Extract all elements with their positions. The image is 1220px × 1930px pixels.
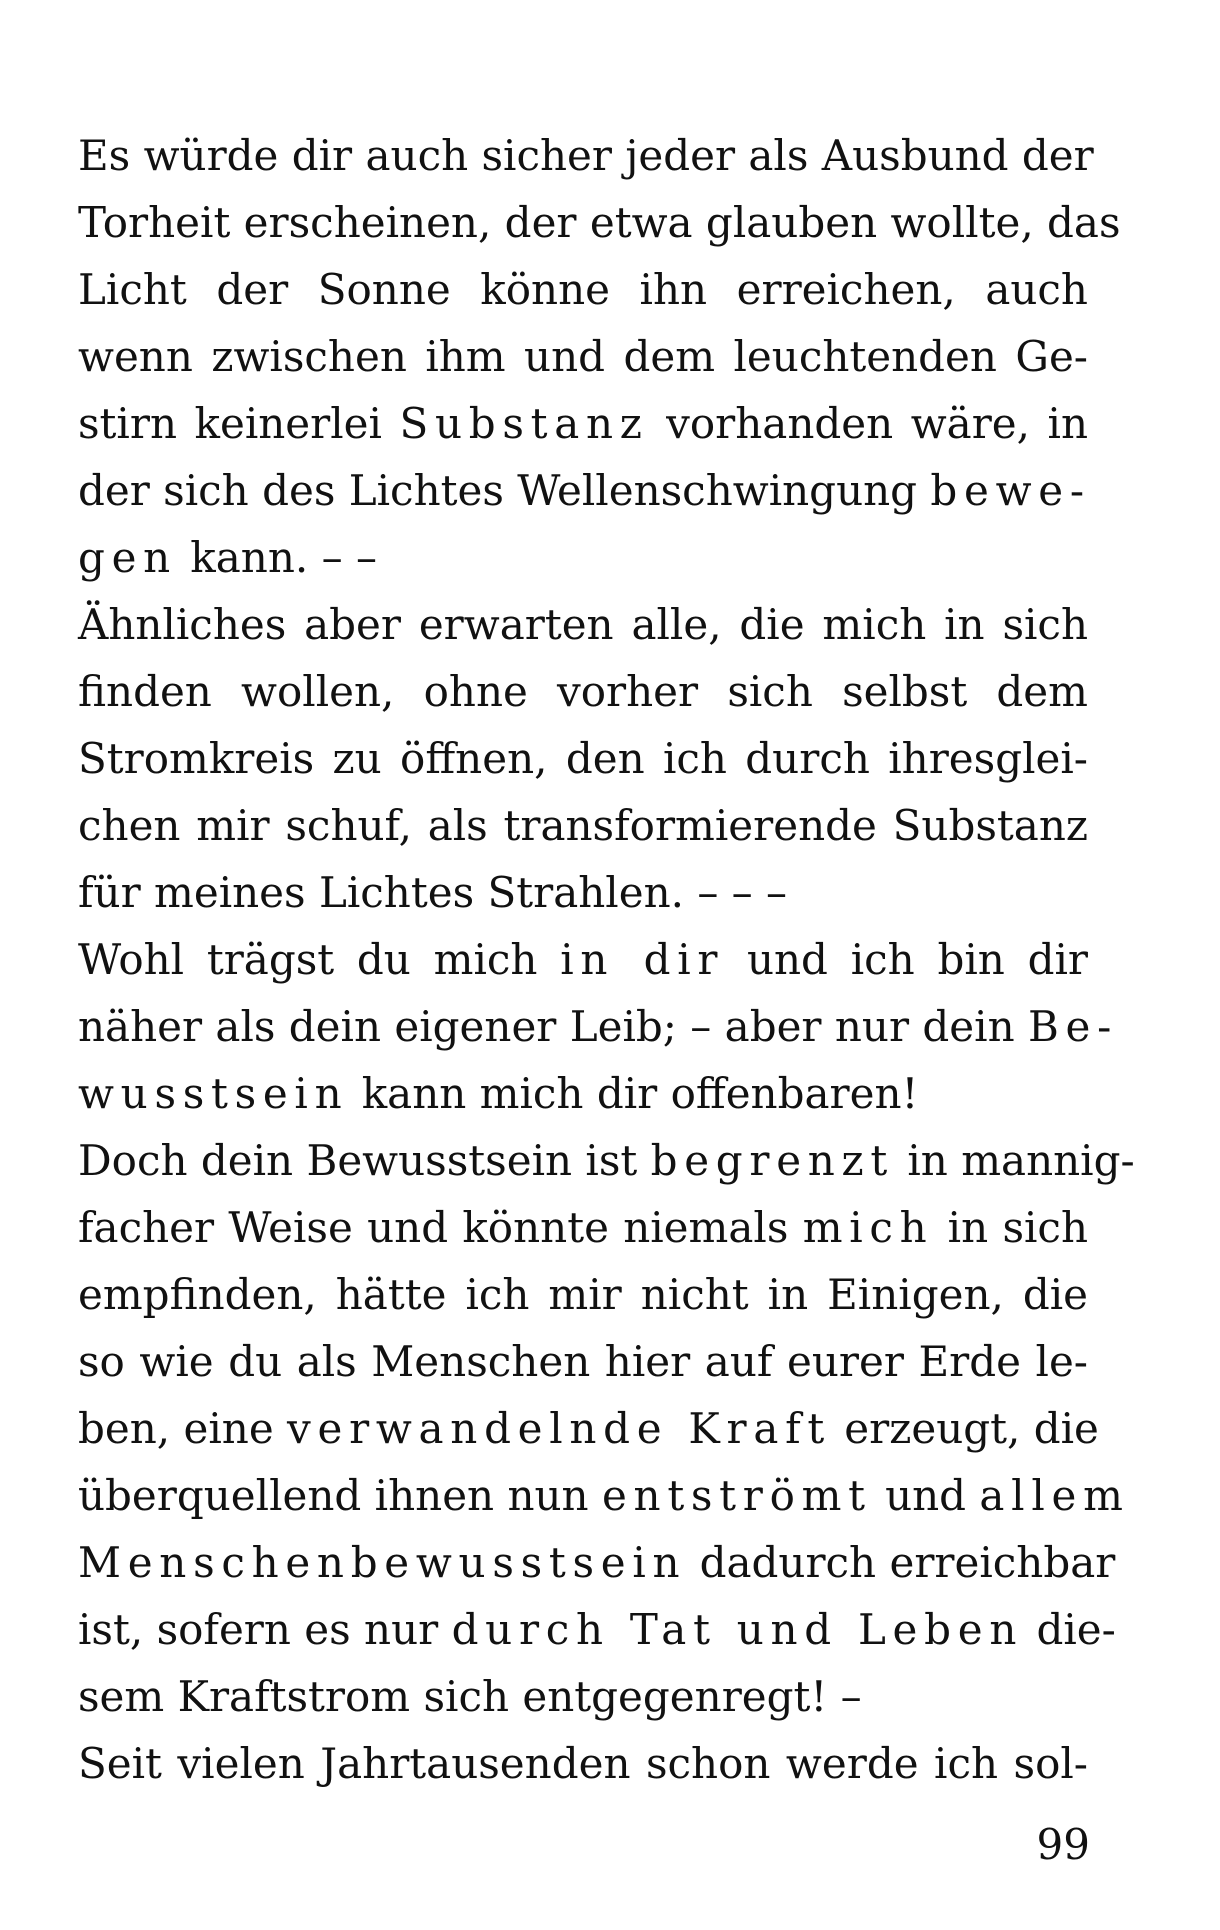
text-segment: für meines Lichtes Strahlen. – – –: [78, 868, 788, 917]
body-text: [78, 122, 1135, 1797]
text-segment: so wie du als Menschen hier auf eurer Erde le-: [78, 1337, 1088, 1386]
spaced-emphasis: gen: [78, 533, 177, 582]
text-segment: ben, eine: [78, 1404, 288, 1453]
text-line: [78, 1127, 1135, 1194]
text-segment: und: [871, 1471, 980, 1520]
text-line: [78, 859, 1088, 926]
text-segment: Wohl trägst du mich: [78, 935, 561, 984]
spaced-emphasis: in dir: [560, 935, 725, 984]
text-line: [78, 1328, 1088, 1395]
text-segment: der sich des Lichtes Wellenschwingung: [78, 466, 931, 515]
text-segment: vorhanden wäre, in: [648, 399, 1088, 448]
text-line: [78, 1060, 1088, 1127]
text-segment: näher als dein eigener Leib; – aber nur dein: [78, 1002, 1028, 1051]
text-segment: kann. – –: [176, 533, 377, 582]
spaced-emphasis: bewe-: [930, 466, 1091, 515]
text-segment: facher Weise und könnte niemals: [78, 1203, 803, 1252]
spaced-emphasis: verwandelnde Kraft: [287, 1404, 831, 1453]
text-segment: die-: [1023, 1605, 1116, 1654]
spaced-emphasis: Be-: [1027, 1002, 1119, 1051]
text-segment: chen mir schuf, als transformierende Substanz: [78, 801, 1088, 850]
page-number: 99: [1036, 1820, 1090, 1869]
text-line: [78, 1462, 1130, 1529]
text-segment: kann mich dir offenbaren!: [348, 1069, 919, 1118]
text-line: [78, 591, 1088, 658]
text-line: [78, 993, 1119, 1060]
text-segment: Seit vielen Jahrtausenden schon werde ich sol-: [78, 1739, 1088, 1788]
text-line: [78, 189, 1121, 256]
text-line: [78, 1395, 1099, 1462]
spaced-emphasis: Menschenbewusstsein: [78, 1538, 687, 1587]
text-segment: sem Kraftstrom sich entgegenregt! –: [78, 1672, 862, 1721]
text-line: [78, 1663, 1088, 1730]
text-line: [78, 524, 1088, 591]
spaced-emphasis: allem: [979, 1471, 1130, 1520]
spaced-emphasis: begrenzt: [650, 1136, 895, 1185]
text-line: [78, 926, 1088, 993]
text-segment: überquellend ihnen nun: [78, 1471, 602, 1520]
text-segment: dadurch erreichbar: [686, 1538, 1116, 1587]
text-segment: in mannig-: [894, 1136, 1135, 1185]
text-line: [78, 1596, 1116, 1663]
spaced-emphasis: mich: [802, 1203, 934, 1252]
text-segment: und ich bin dir: [724, 935, 1088, 984]
spaced-emphasis: wusstsein: [78, 1069, 349, 1118]
text-segment: Es würde dir auch sicher jeder als Ausbund der: [78, 131, 1094, 180]
text-line: [78, 122, 1094, 189]
text-line: [78, 1730, 1088, 1797]
text-line: [78, 658, 1088, 725]
text-segment: ist, sofern es nur: [78, 1605, 452, 1654]
text-line: [78, 792, 1088, 859]
text-line: [78, 1261, 1088, 1328]
text-line: [78, 725, 1088, 792]
text-segment: Doch dein Bewusstsein ist: [78, 1136, 651, 1185]
text-segment: Torheit erscheinen, der etwa glauben wollte, das: [78, 198, 1121, 247]
text-segment: wenn zwischen ihm und dem leuchtenden Ge-: [78, 332, 1088, 381]
text-line: [78, 1529, 1116, 1596]
spaced-emphasis: entströmt: [601, 1471, 872, 1520]
text-segment: finden wollen, ohne vorher sich selbst dem: [78, 667, 1088, 716]
text-line: [78, 256, 1088, 323]
text-line: [78, 457, 1091, 524]
text-segment: Ähnliches aber erwarten alle, die mich in sich: [78, 600, 1088, 649]
text-segment: Stromkreis zu öffnen, den ich durch ihresglei-: [78, 734, 1088, 783]
text-segment: empfinden, hätte ich mir nicht in Einigen, die: [78, 1270, 1088, 1319]
spaced-emphasis: Substanz: [399, 399, 649, 448]
text-segment: erzeugt, die: [830, 1404, 1099, 1453]
text-segment: Licht der Sonne könne ihn erreichen, auch: [78, 265, 1088, 314]
text-segment: stirn keinerlei: [78, 399, 400, 448]
text-line: [78, 390, 1088, 457]
text-segment: in sich: [933, 1203, 1089, 1252]
text-line: [78, 1194, 1088, 1261]
text-line: [78, 323, 1088, 390]
spaced-emphasis: durch Tat und Leben: [451, 1605, 1024, 1654]
